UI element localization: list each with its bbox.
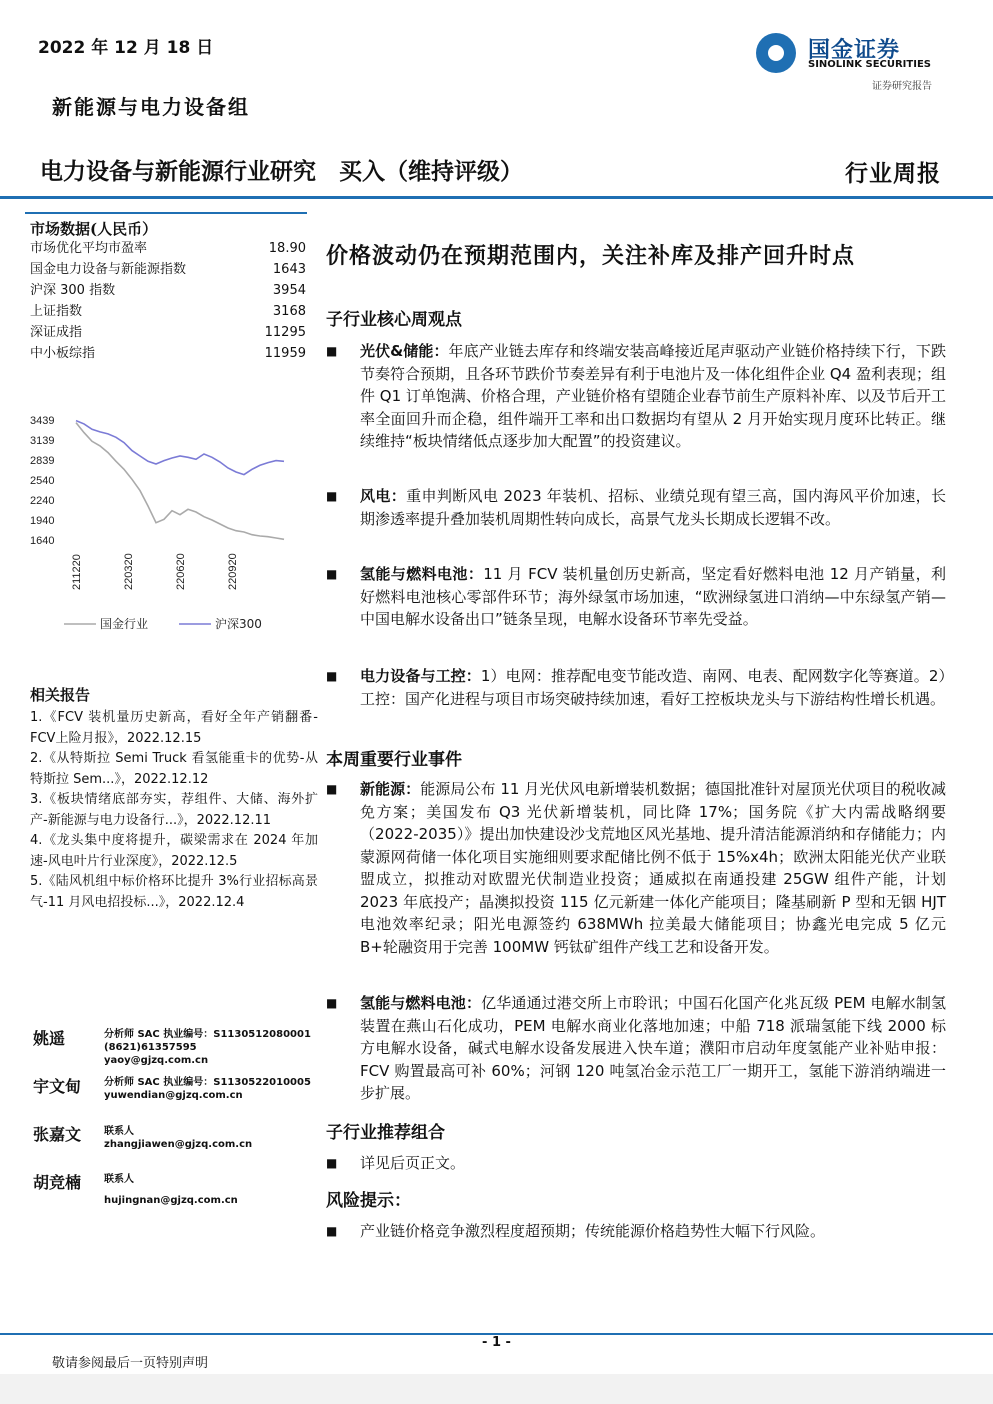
market-data-value: 11959 [264,346,306,361]
analyst-info [104,1125,252,1151]
analyst-name: 张嘉文 [33,1125,82,1144]
logo-cn: 国金证券 [808,38,901,63]
bullet-item [326,1152,946,1175]
index-chart-svg [26,412,308,642]
y-tick-label: 2839 [30,455,55,467]
related-report-link[interactable]: 4.《龙头集中度将提升，碳梁需求在 2024 年加速-风电叶片行业深度》，2022.12.5 [30,833,318,869]
related-report-link[interactable]: 2.《从特斯拉 Semi Truck 看氢能重卡的优势-从特斯拉 Sem...》，2022.12.12 [30,751,318,787]
bullet-square-icon: ■ [326,567,338,581]
analyst-email[interactable]: yaoy@gjzq.com.cn [104,1055,209,1066]
bullet-item [326,340,946,453]
main-title: 价格波动仍在预期范围内，关注补库及排产回升时点 [326,243,856,269]
market-data-label: 沪深 300 指数 [30,283,116,298]
related-report-link[interactable]: 3.《板块情绪底部夯实，荐组件、大储、海外扩产-新能源与电力设备行...》，2022.12.11 [30,792,318,828]
y-tick-label: 3439 [30,415,55,427]
sinolink-logo-icon [756,33,796,73]
bullet-square-icon: ■ [326,782,338,796]
market-data-label: 上证指数 [30,304,83,319]
bullet-label: 氢能与燃料电池： [360,565,484,583]
market-data-row [30,259,306,280]
related-report-link[interactable]: 1.《FCV 装机量历史新高，看好全年产销翻番-FCV上险月报》，2022.12.15 [30,710,318,746]
index-chart [26,412,308,642]
market-data-row [30,238,306,259]
series-line [76,421,284,475]
analyst-card [30,1026,320,1072]
disclaimer-note: 敬请参阅最后一页特别声明 [52,1356,209,1371]
related-reports-title: 相关报告 [30,686,91,704]
analyst-info [104,1173,238,1207]
bullet-square-icon: ■ [326,669,338,683]
market-data-title: 市场数据(人民币） [30,220,158,238]
market-data-value: 3954 [272,283,306,298]
series-line [76,423,284,540]
logo-en: SINOLINK SECURITIES [808,59,931,70]
related-report-link[interactable]: 5.《陆风机组中标价格环比提升 3%行业招标高景气-11 月风电招投标...》，2022.12.4 [30,874,318,910]
analyst-name: 姚遥 [33,1029,66,1048]
y-tick-label: 1640 [30,535,55,547]
section-title: 本周重要行业事件 [326,750,462,770]
analyst-role: 联系人 [104,1126,134,1137]
related-reports-list [30,708,318,913]
market-data-table [30,238,306,364]
market-data-row [30,301,306,322]
analyst-info [104,1028,311,1067]
bullet-item [326,563,946,631]
bullet-square-icon: ■ [326,344,338,358]
y-tick-label: 3139 [30,435,55,447]
analyst-email[interactable]: zhangjiawen@gjzq.com.cn [104,1139,253,1150]
market-data-value: 11295 [264,325,306,340]
analyst-role: 联系人 [104,1174,134,1185]
market-data-label: 深证成指 [30,325,83,340]
bullet-label: 风电： [360,487,407,505]
market-data-label: 市场优化平均市盈率 [30,241,148,256]
sidebar-divider [25,212,307,214]
section-title: 风险提示： [326,1191,411,1211]
y-tick-label: 2540 [30,475,55,487]
market-data-value: 3168 [272,304,306,319]
bullet-item [326,992,946,1105]
analyst-card [30,1122,320,1162]
bullet-item [326,485,946,530]
bullet-item [326,1220,946,1243]
analyst-phone: (8621)61357595 [104,1042,197,1053]
bottom-band [0,1374,993,1404]
bullet-label: 电力设备与工控： [360,667,481,685]
bullet-square-icon: ■ [326,996,338,1010]
logo-subtitle: 证券研究报告 [872,81,932,92]
analyst-email[interactable]: yuwendian@gjzq.com.cn [104,1090,243,1101]
y-tick-label: 2240 [30,495,55,507]
bullet-text: 产业链价格竞争激烈程度超预期；传统能源价格趋势性大幅下行风险。 [360,1222,826,1240]
market-data-row [30,322,306,343]
analyst-card [30,1170,320,1210]
x-tick-label: 211220 [71,554,83,590]
bullet-text: 1）电网：推荐配电变节能改造、南网、电表、配网数字化等赛道。2）工控：国产化进程与项目市场突破持续加速，看好工控板块龙头与下游结构性增长机遇。 [360,667,946,708]
market-data-label: 中小板综指 [30,346,96,361]
analyst-name: 胡竞楠 [33,1173,82,1192]
legend-label: 沪深300 [215,617,262,631]
section-title: 子行业推荐组合 [326,1123,445,1143]
analyst-info [104,1076,311,1102]
x-tick-label: 220920 [227,553,239,590]
bullet-text: 亿华通通过港交所上市聆讯；中国石化国产化兆瓦级 PEM 电解水制氢装置在燕山石化成功，PEM 电解水商业化落地加速；中船 718 派瑞氢能下线 2000 标方电解水设备，碱式电解水设备发展进入快车道；濮阳市启动年度氢能产业补贴申报：FCV 购置最高可补 60%；河钢 120 吨氢冶金示范工厂一期开工，氢能下游消纳端进一步扩展。 [360,994,946,1102]
bullet-label: 氢能与燃料电池： [360,994,482,1012]
bullet-text: 重申判断风电 2023 年装机、招标、业绩兑现有望三高，国内海风平价加速，长期渗透率提升叠加装机周期性转向成长，高景气龙头长期成长逻辑不改。 [360,487,946,528]
y-tick-label: 1940 [30,515,55,527]
bullet-text: 详见后页正文。 [360,1154,466,1172]
bullet-square-icon: ■ [326,489,338,503]
bullet-item [326,665,946,710]
analyst-card [30,1074,320,1114]
analyst-email[interactable]: hujingnan@gjzq.com.cn [104,1195,238,1206]
analyst-sac: 分析师 SAC 执业编号：S1130522010005 [104,1077,311,1088]
report-date: 2022 年 12 月 18 日 [38,38,214,58]
legend-label: 国金行业 [100,617,149,631]
analyst-sac: 分析师 SAC 执业编号：S1130512080001 [104,1029,311,1040]
market-data-value: 1643 [272,262,306,277]
bullet-square-icon: ■ [326,1224,338,1238]
bullet-item [326,778,946,958]
analyst-name: 宇文甸 [33,1077,82,1096]
research-group: 新能源与电力设备组 [52,95,250,119]
bullet-label: 新能源： [360,780,421,798]
bullet-text: 能源局公布 11 月光伏风电新增装机数据；德国批准针对屋顶光伏项目的税收减免方案；美国发布 Q3 光伏新增装机，同比降 17%；国务院《扩大内需战略纲要（2022-2035）》提出加快建设沙戈荒地区风光基地、提升清洁能源消纳和存储能力；内蒙源网荷储一体化项目实施细则要求配储比例不低于 15%x4h；欧洲太阳能光伏产业联盟成立，拟推动对欧盟光伏制造业投资；通威拟在南通投建 25GW 组件产能，计划 2023 年底投产；晶澳拟投资 115 亿元新建一体化产能项目；隆基刷新 P 型和无铟 HJT 电池效率纪录；阳光电源签约 638MWh 拉美最大储能项目；协鑫光电完成 5 亿元 B+轮融资用于完善 100MW 钙钛矿组件产线工艺和设备开发。 [360,780,946,956]
bullet-label: 光伏&储能： [360,342,449,360]
bullet-text: 年底产业链去库存和终端安装高峰接近尾声驱动产业链价格持续下行，下跌节奏符合预期，且各环节跌价节奏差异有利于电池片及一体化组件企业 Q4 盈利表现；组件 Q1 订单饱满、价格合理，产业链价格有望随企业春节前生产原料补库、以及节后开工率全面回升而企稳，组件端开工率和出口数据均有望从 2 月开始实现月度环比转正。继续维持“板块情绪低点逐步加大配置”的投资建议。 [360,342,946,450]
header-divider [0,196,993,199]
document-type: 行业周报 [845,160,941,187]
market-data-row [30,280,306,301]
page-number: - 1 - [482,1335,511,1350]
report-headline: 电力设备与新能源行业研究 买入（维持评级） [40,159,523,185]
bullet-square-icon: ■ [326,1156,338,1170]
market-data-row [30,343,306,364]
market-data-label: 国金电力设备与新能源指数 [30,262,187,277]
section-title: 子行业核心周观点 [326,310,462,330]
market-data-value: 18.90 [268,241,306,256]
x-tick-label: 220320 [123,553,135,590]
bullet-text: 11 月 FCV 装机量创历史新高，坚定看好燃料电池 12 月产销量，利好燃料电池核心零部件环节；海外绿氢市场加速，“欧洲绿氢进口消纳—中东绿氢产销—中国电解水设备出口”链条呈现，电解水设备环节率先受益。 [360,565,946,628]
x-tick-label: 220620 [175,553,187,590]
